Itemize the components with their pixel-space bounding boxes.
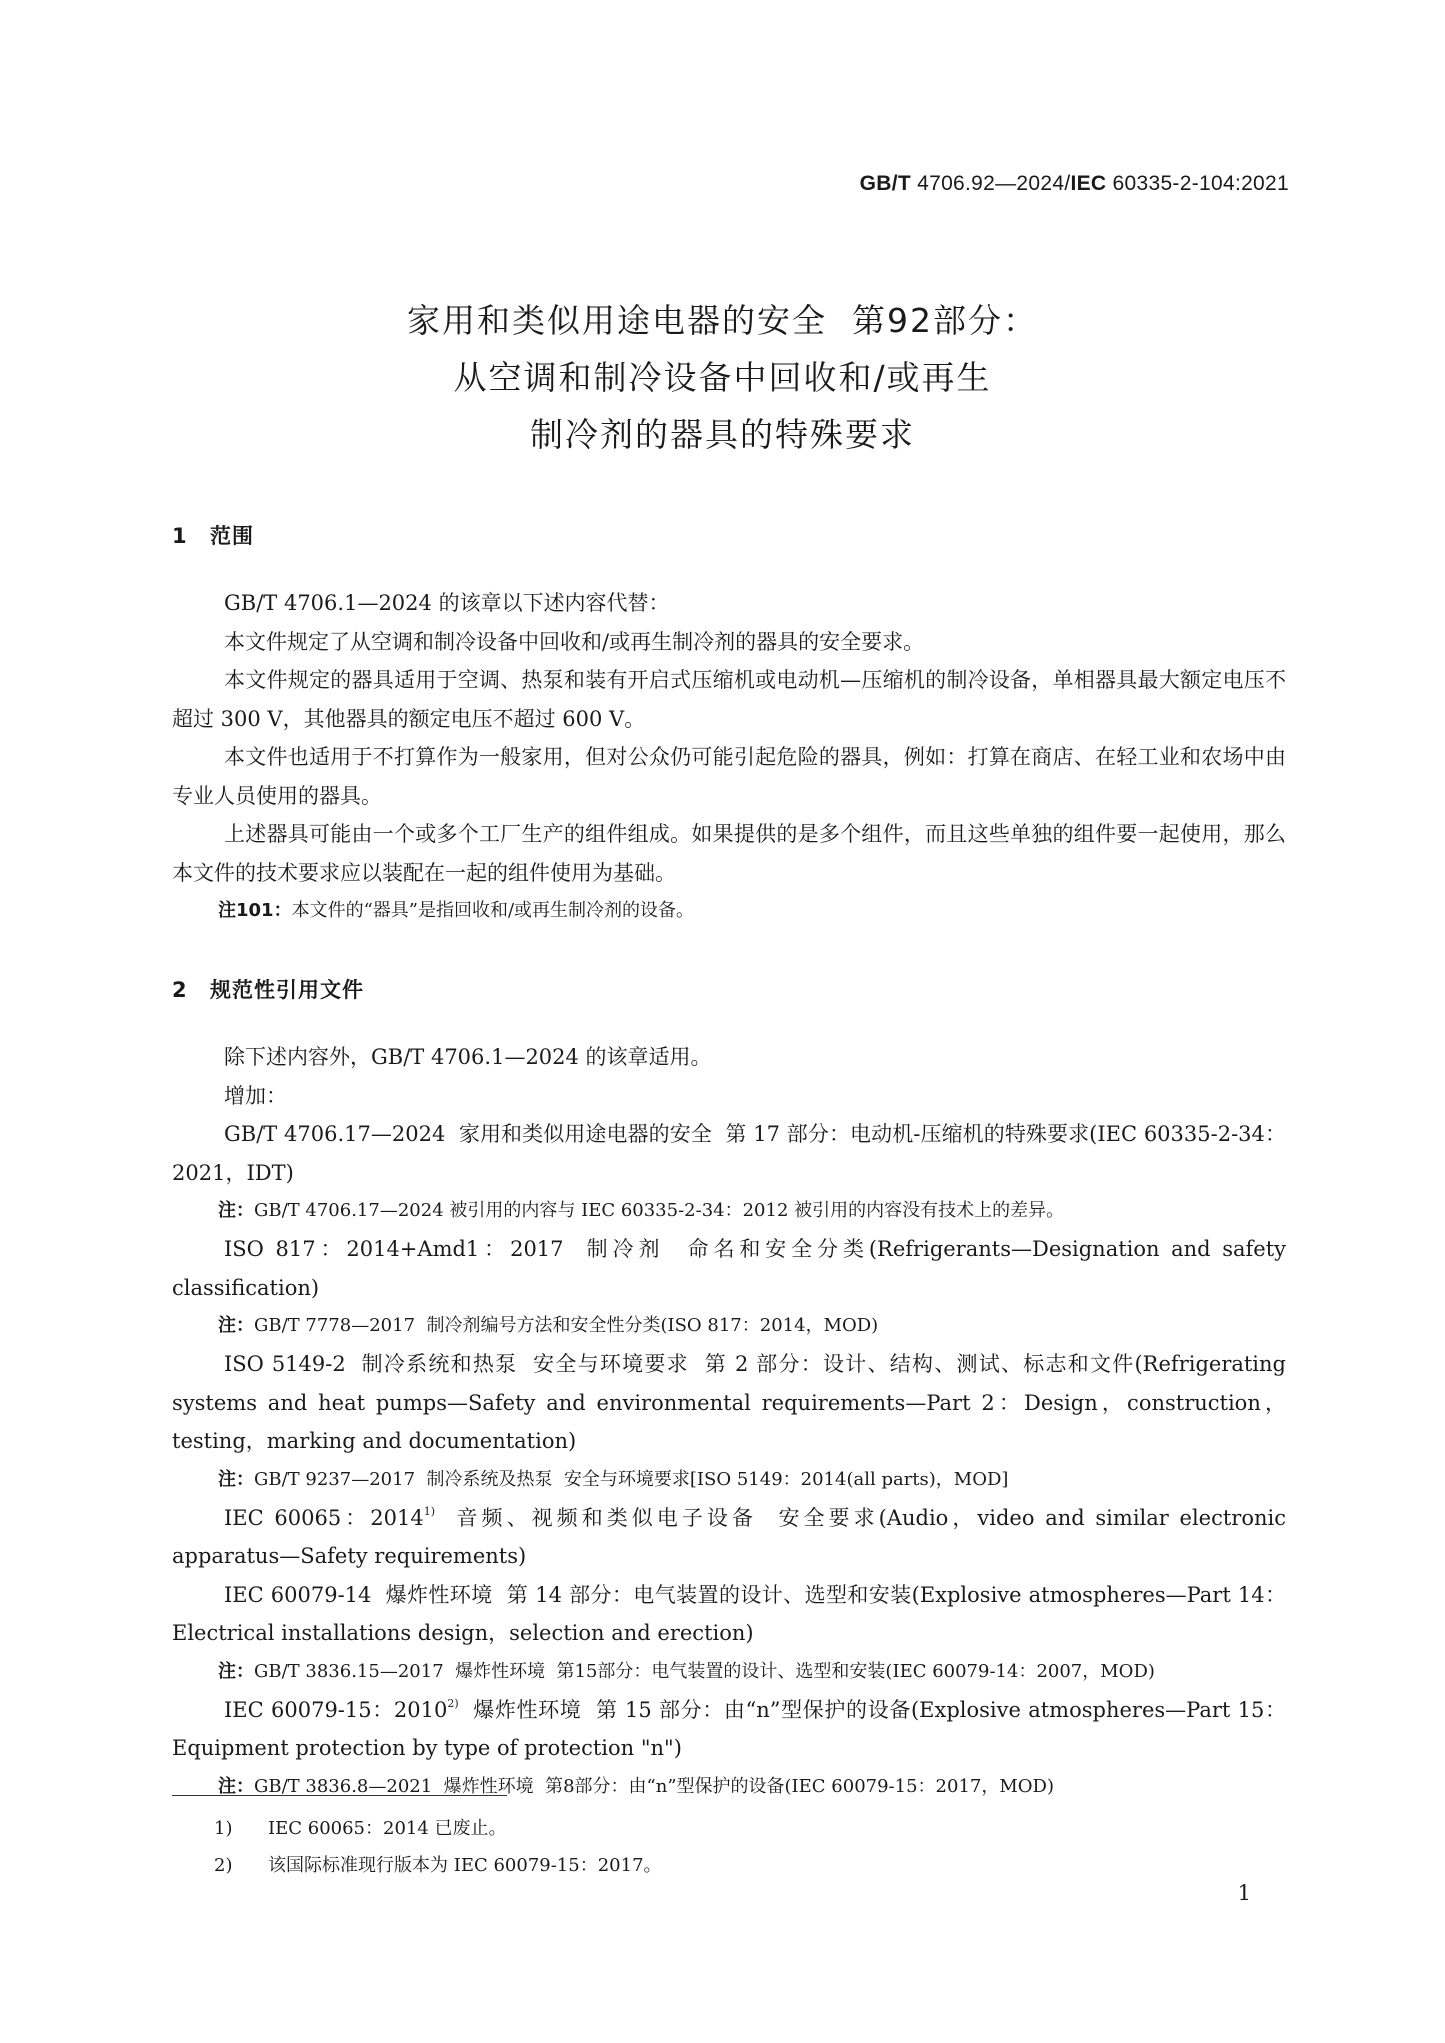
reference-entry [172,1499,1293,1576]
footnote-marker[interactable]: 1) [423,1504,436,1518]
reference-code: IEC 60079-15：2010 [224,1697,448,1722]
section-1-paragraph: 上述器具可能由一个或多个工厂生产的组件组成。如果提供的是多个组件，而且这些单独的组件要一起使用，那么本文件的技术要求应以装配在一起的组件使用为基础。 [172,822,1286,885]
reference-entry: ISO 5149-2 制冷系统和热泵 安全与环境要求 第 2 部分：设计、结构、测试、标志和文件(Refrigerating systems and heat pumps—Safety and environmental requirements—Part 2：Design，construction，testing，marking and documentation) [172,1352,1293,1453]
note-lead: 注： [218,1775,254,1797]
section-2-intro: 除下述内容外，GB/T 4706.1—2024 的该章适用。 [224,1045,712,1069]
note-lead: 注： [218,1468,254,1490]
footnote-item [214,1810,662,1847]
title-line-1: 家用和类似用途电器的安全 第92部分： [407,301,1038,340]
document-body [172,520,1293,1806]
section-1-paragraph: GB/T 4706.1—2024 的该章以下述内容代替： [224,591,670,615]
note-text: GB/T 3836.15—2017 爆炸性环境 第15部分：电气装置的设计、选型和安装(IEC 60079-14：2007，MOD) [254,1660,1155,1682]
footnote-divider [172,1795,507,1796]
footnote-item [214,1847,662,1884]
title-line-2: 从空调和制冷设备中回收和/或再生 [453,358,992,397]
reference-entry [172,1691,1286,1768]
document-title [0,292,1445,463]
header-code-prefix: GB/T [859,172,911,195]
section-1-heading [172,520,1286,550]
note-lead: 注： [218,1660,254,1682]
reference-entry: IEC 60079-14 爆炸性环境 第 14 部分：电气装置的设计、选型和安装(Explosive atmospheres—Part 14：Electrical installations design，selection and erection) [172,1582,1286,1645]
section-1-paragraph: 本文件规定的器具适用于空调、热泵和装有开启式压缩机或电动机—压缩机的制冷设备，单相器具最大额定电压不超过 300 V，其他器具的额定电压不超过 600 V。 [172,668,1286,731]
section-2-heading [172,974,1286,1004]
reference-note [172,1192,1286,1230]
section-1-paragraph: 本文件规定了从空调和制冷设备中回收和/或再生制冷剂的器具的安全要求。 [224,629,925,654]
reference-note [172,1461,1286,1499]
reference-entry: GB/T 4706.17—2024 家用和类似用途电器的安全 第 17 部分：电动机-压缩机的特殊要求(IEC 60335-2-34：2021，IDT) [172,1122,1286,1185]
note-lead: 注： [218,1200,254,1221]
note-lead: 注： [218,1315,254,1336]
section-1-number: 1 [172,524,188,548]
reference-title: 音频、视频和类似电子设备 安全要求(Audio，video and similar electronic apparatus—Safety requirements) [172,1505,1293,1568]
section-1-note [172,892,1286,930]
reference-title: 爆炸性环境 第 15 部分：由“n”型保护的设备(Explosive atmospheres—Part 15：Equipment protection by type of protection "n") [172,1697,1286,1760]
reference-note [172,1768,1286,1806]
footnote-text: IEC 60065：2014 已废止。 [268,1818,507,1839]
section-2-title: 规范性引用文件 [210,978,364,1002]
footnote-text: 该国际标准现行版本为 IEC 60079-15：2017。 [268,1855,662,1876]
header-code-iec-number: 60335-2-104:2021 [1106,172,1289,195]
header-code-iec: IEC [1070,172,1107,195]
reference-code: IEC 60065：2014 [224,1505,424,1530]
note-text: GB/T 7778—2017 制冷剂编号方法和安全性分类(ISO 817：2014，MOD) [254,1315,879,1336]
reference-note [172,1653,1286,1691]
note-text: GB/T 4706.17—2024 被引用的内容与 IEC 60335-2-34：2012 被引用的内容没有技术上的差异。 [254,1200,1065,1221]
reference-note [172,1307,1286,1345]
section-1-paragraph: 本文件也适用于不打算作为一般家用，但对公众仍可能引起危险的器具，例如：打算在商店、在轻工业和农场中由专业人员使用的器具。 [172,745,1286,808]
standard-code-header [860,172,1289,196]
note-text: 本文件的“器具”是指回收和/或再生制冷剂的设备。 [291,900,695,921]
title-line-3: 制冷剂的器具的特殊要求 [530,415,915,454]
footnote-marker[interactable]: 2) [447,1696,459,1710]
header-code-number: 4706.92—2024/ [910,172,1071,195]
note-text: GB/T 3836.8—2021 爆炸性环境 第8部分：由“n”型保护的设备(IEC 60079-15：2017，MOD) [254,1775,1054,1797]
footnote-number: 1) [214,1818,233,1839]
section-1-title: 范围 [210,524,254,548]
note-lead: 注101： [218,900,292,921]
page-number: 1 [1237,1881,1251,1905]
section-2-number: 2 [172,978,188,1002]
reference-entry: ISO 817：2014+Amd1：2017 制冷剂 命名和安全分类(Refrigerants—Designation and safety classification) [172,1237,1293,1300]
note-text: GB/T 9237—2017 制冷系统及热泵 安全与环境要求[ISO 5149：2014(all parts)，MOD] [254,1468,1009,1490]
section-2-addition: 增加： [224,1083,287,1108]
footnotes [214,1810,662,1884]
footnote-number: 2) [214,1855,233,1876]
